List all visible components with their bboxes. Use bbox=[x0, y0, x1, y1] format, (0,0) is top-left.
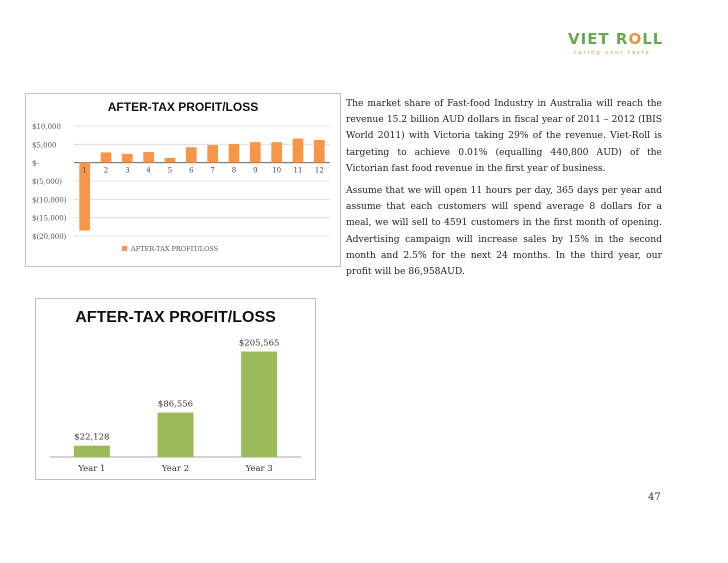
data-label: $205,565 bbox=[238, 338, 280, 349]
bar bbox=[241, 352, 277, 457]
legend-swatch bbox=[122, 246, 127, 251]
bar bbox=[207, 145, 218, 163]
logo-wordmark: VIET ROLL bbox=[568, 30, 664, 48]
bar bbox=[229, 144, 240, 163]
y-tick-label: $(10,000) bbox=[32, 196, 67, 205]
y-tick-label: $10,000 bbox=[32, 123, 61, 131]
chart-title: AFTER-TAX PROFIT/LOSS bbox=[107, 100, 259, 114]
yearly-profit-plot bbox=[36, 299, 315, 479]
x-tick-label: 2 bbox=[103, 166, 109, 175]
data-label: $22,128 bbox=[74, 432, 110, 443]
bar bbox=[143, 152, 154, 163]
y-tick-label: $(20,000) bbox=[32, 233, 67, 241]
legend-label: AFTER-TAX PROFIT/LOSS bbox=[131, 245, 219, 253]
page-number: 47 bbox=[648, 492, 661, 503]
monthly-profit-chart bbox=[25, 93, 341, 267]
x-tick-label: 11 bbox=[293, 166, 303, 175]
x-tick-label: Year 3 bbox=[245, 464, 273, 474]
x-tick-label: 8 bbox=[231, 166, 237, 175]
bar bbox=[271, 142, 282, 163]
yearly-profit-chart bbox=[35, 298, 316, 480]
data-label: $86,556 bbox=[157, 399, 194, 410]
x-tick-label: Year 1 bbox=[78, 464, 106, 474]
bar bbox=[122, 154, 133, 163]
x-tick-label: 12 bbox=[314, 166, 324, 175]
viet-roll-logo bbox=[568, 30, 688, 64]
bar bbox=[250, 142, 261, 163]
bar bbox=[165, 158, 176, 163]
paragraph-assumptions: Assume that we will open 11 hours per day, 365 days per year and assume that each customers will spend average 8 dollars for a meal, we will sell to 4591 customers in the first month of opening. Advertising campaign will increase sales by 15% in the second month and 2.5% for the next 24 months. In the third year, our profit will be 86,958AUD. bbox=[346, 185, 662, 278]
bar bbox=[101, 152, 112, 162]
x-tick-label: 6 bbox=[189, 166, 194, 175]
bar bbox=[314, 140, 325, 163]
y-tick-label: $(15,000) bbox=[32, 214, 67, 223]
x-tick-label: 10 bbox=[272, 166, 282, 175]
y-tick-label: $5,000 bbox=[32, 141, 57, 150]
logo-tagline: spring your taste bbox=[574, 50, 651, 56]
y-tick-label: $- bbox=[32, 159, 39, 168]
paragraph-market-share: The market share of Fast-food Industry in Australia will reach the revenue 15.2 billion AUD dollars in fiscal year of 2011 – 2012 (IBIS World 2011) with Victoria taking 29% of the revenue. Viet-Roll is targeting to achieve 0.01% (equalling 440,800 AUD) of the Victorian fast food revenue in the first year of business. bbox=[346, 98, 662, 174]
x-tick-label: 1 bbox=[82, 166, 87, 175]
bar bbox=[158, 413, 194, 457]
x-tick-label: Year 2 bbox=[161, 464, 190, 474]
x-tick-label: 9 bbox=[253, 166, 258, 175]
x-tick-label: 5 bbox=[167, 166, 173, 175]
x-tick-label: 3 bbox=[125, 166, 130, 175]
body-text bbox=[346, 96, 662, 286]
y-tick-label: $(5,000) bbox=[32, 178, 62, 186]
x-tick-label: 7 bbox=[210, 166, 215, 175]
bar bbox=[293, 138, 304, 162]
bar bbox=[74, 446, 110, 457]
monthly-profit-plot bbox=[26, 94, 340, 266]
x-tick-label: 4 bbox=[146, 166, 151, 175]
chart-title: AFTER-TAX PROFIT/LOSS bbox=[75, 309, 276, 326]
bar bbox=[186, 147, 197, 162]
